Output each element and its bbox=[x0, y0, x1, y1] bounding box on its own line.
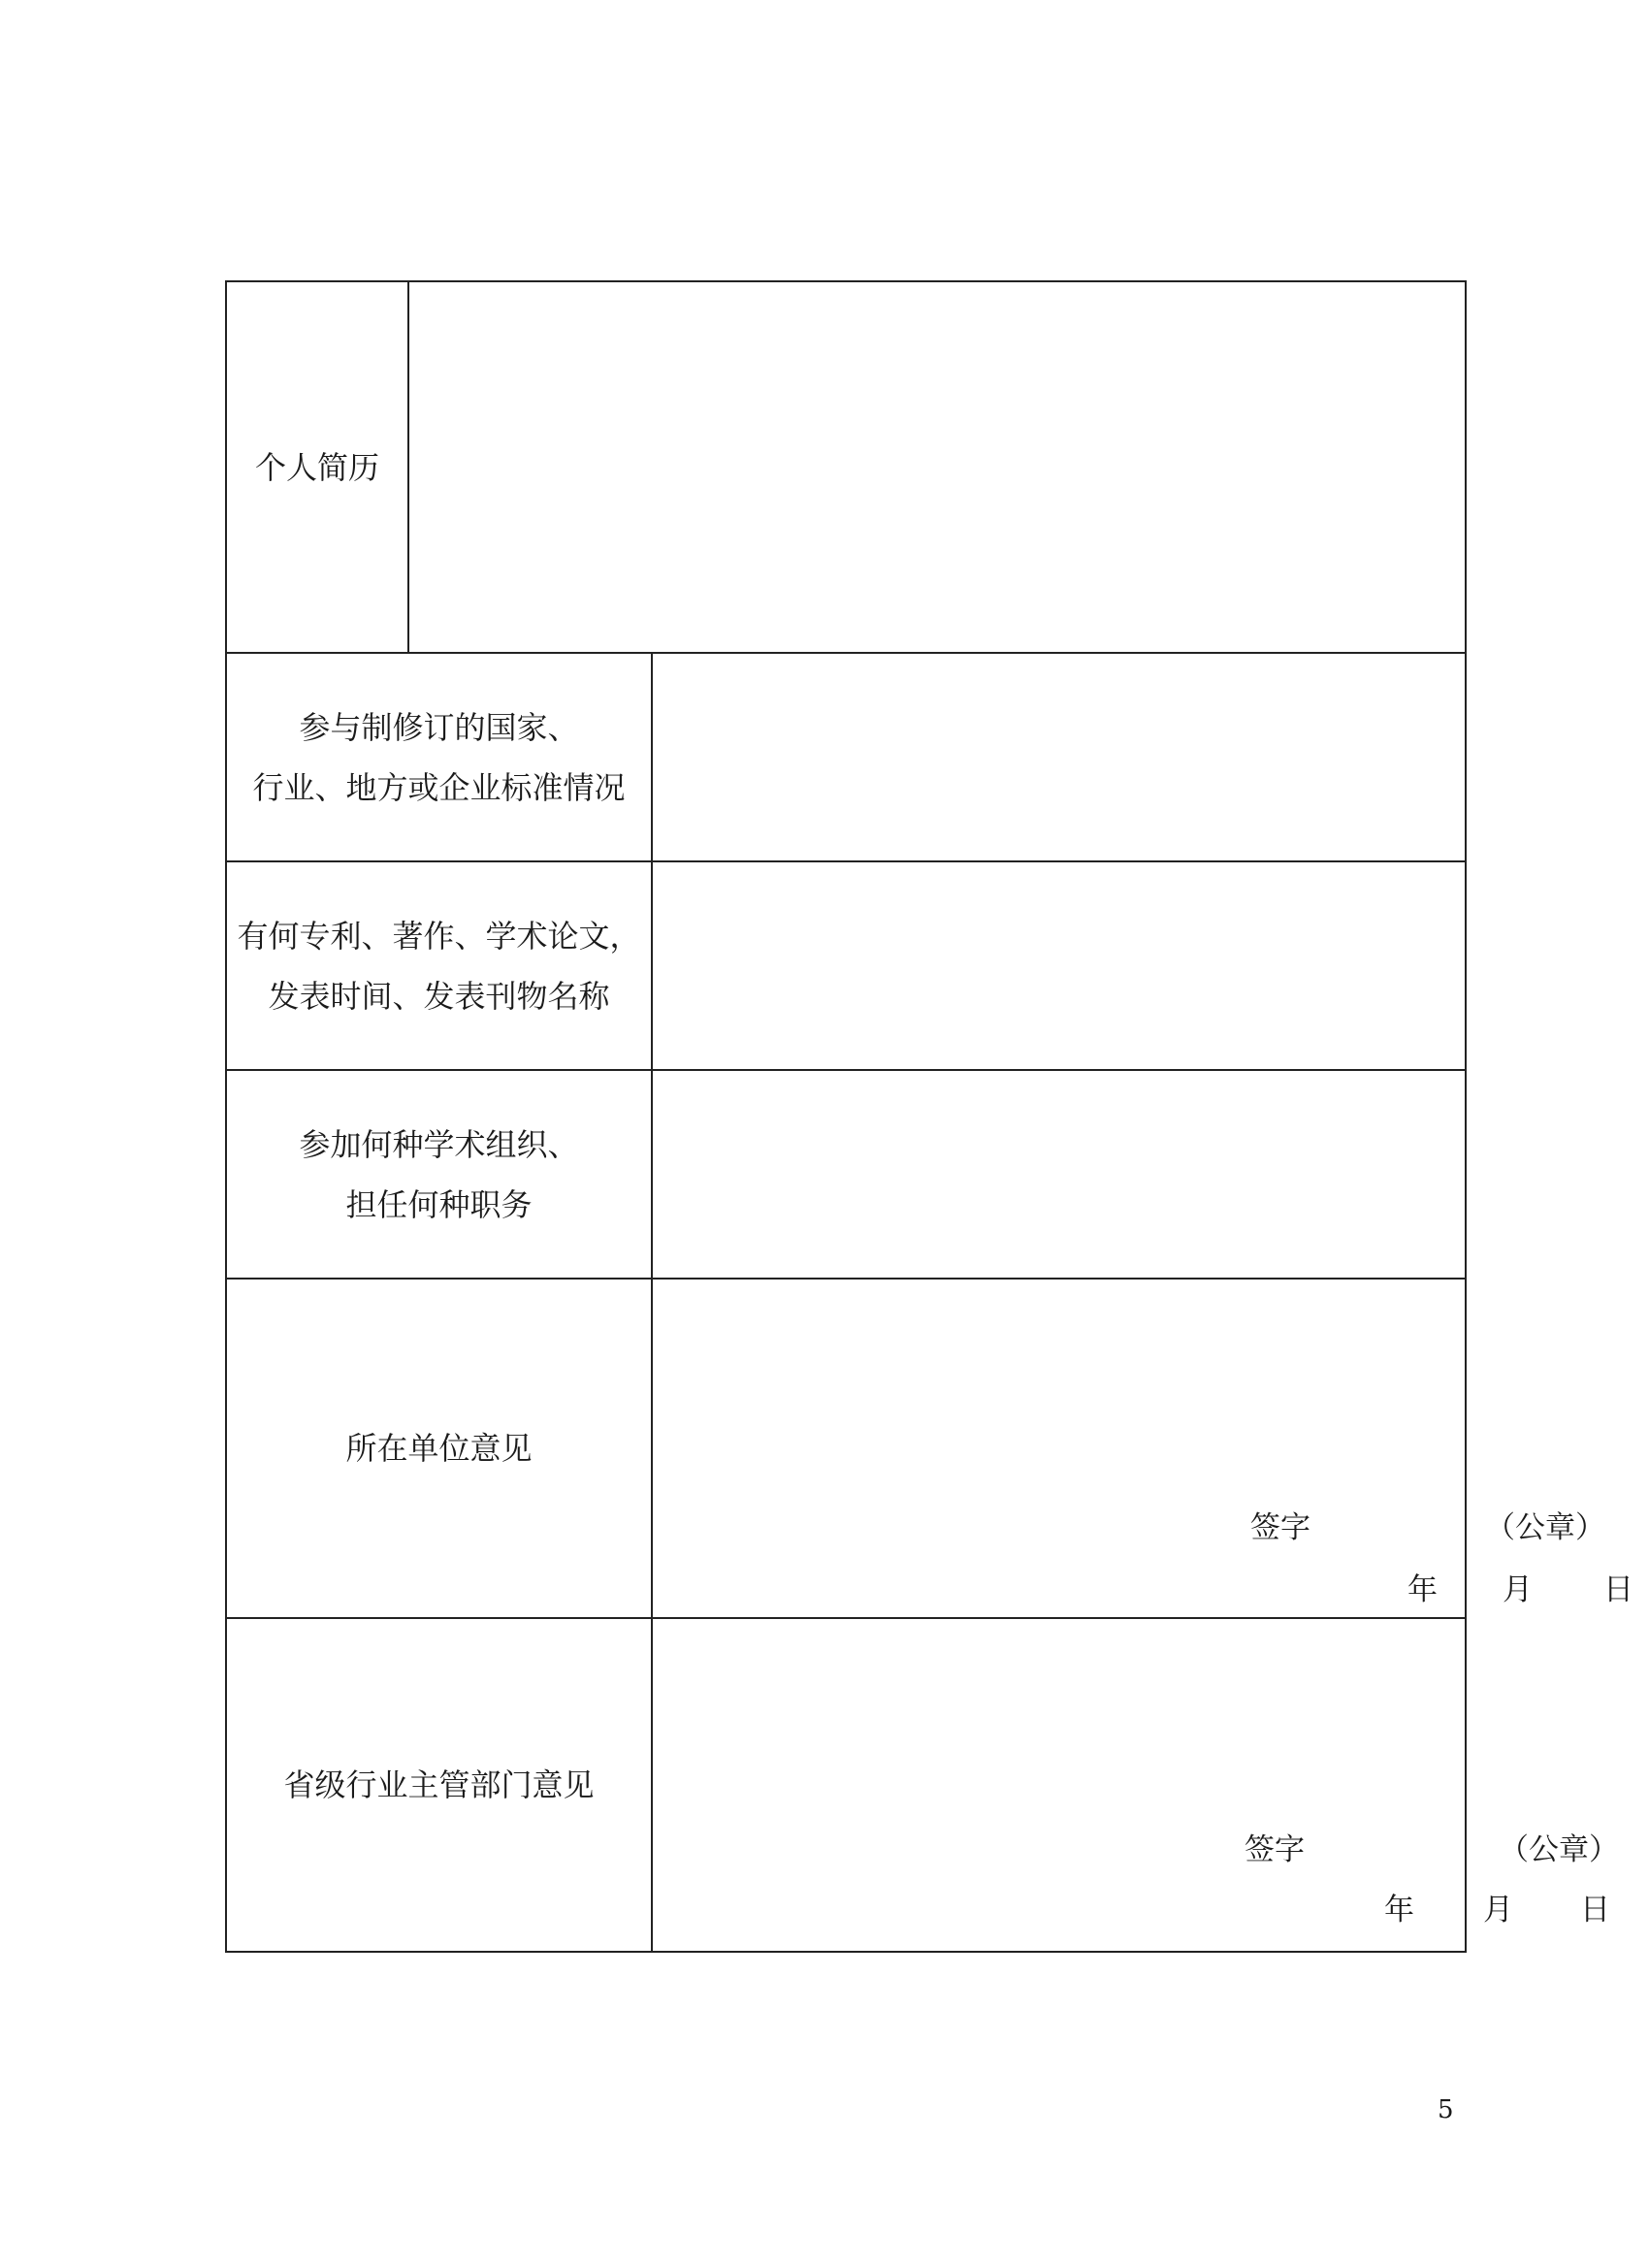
authority-seal-label: （公章） bbox=[1499, 1832, 1619, 1867]
label-publications-line-1: 有何专利、著作、学术论文， bbox=[237, 917, 641, 955]
employer-sign-label: 签字 bbox=[1250, 1510, 1310, 1545]
label-organizations-line-1: 参加何种学术组织、 bbox=[299, 1125, 579, 1163]
label-employer-opinion-line-1: 所在单位意见 bbox=[345, 1430, 533, 1467]
field-standards[interactable] bbox=[651, 652, 1467, 862]
field-employer-opinion[interactable] bbox=[651, 1278, 1633, 1619]
authority-day-label: 日 bbox=[1580, 1893, 1610, 1928]
row-resume bbox=[225, 280, 1467, 654]
authority-month-label: 月 bbox=[1483, 1893, 1513, 1928]
label-organizations-line-2: 担任何种职务 bbox=[345, 1185, 533, 1223]
field-authority-opinion[interactable] bbox=[651, 1617, 1619, 1953]
employer-day-label: 日 bbox=[1603, 1572, 1633, 1607]
label-standards-line-1: 参与制修订的国家、 bbox=[299, 708, 579, 746]
label-employer-opinion bbox=[225, 1278, 653, 1619]
label-authority-opinion-line-1: 省级行业主管部门意见 bbox=[283, 1766, 595, 1803]
row-standards bbox=[225, 652, 1467, 862]
page-number: 5 bbox=[1438, 2095, 1454, 2124]
label-standards-line-2: 行业、地方或企业标准情况 bbox=[252, 768, 626, 806]
label-resume bbox=[225, 280, 409, 654]
label-resume-line-1: 个人简历 bbox=[254, 448, 379, 486]
label-publications bbox=[225, 860, 653, 1071]
label-organizations bbox=[225, 1069, 653, 1280]
row-employer-opinion bbox=[225, 1278, 1633, 1619]
employer-year-label: 年 bbox=[1407, 1572, 1438, 1607]
field-organizations[interactable] bbox=[651, 1069, 1467, 1280]
row-organizations bbox=[225, 1069, 1467, 1280]
field-resume[interactable] bbox=[407, 280, 1467, 654]
field-publications[interactable] bbox=[651, 860, 1467, 1071]
employer-month-label: 月 bbox=[1503, 1572, 1533, 1607]
row-authority-opinion bbox=[225, 1617, 1619, 1953]
row-publications bbox=[225, 860, 1467, 1071]
label-authority-opinion bbox=[225, 1617, 653, 1953]
label-standards bbox=[225, 652, 653, 862]
authority-sign-label: 签字 bbox=[1245, 1832, 1305, 1867]
application-form-table bbox=[225, 280, 1633, 1953]
label-publications-line-2: 发表时间、发表刊物名称 bbox=[268, 977, 610, 1015]
employer-seal-label: （公章） bbox=[1485, 1510, 1605, 1545]
authority-year-label: 年 bbox=[1384, 1893, 1414, 1928]
